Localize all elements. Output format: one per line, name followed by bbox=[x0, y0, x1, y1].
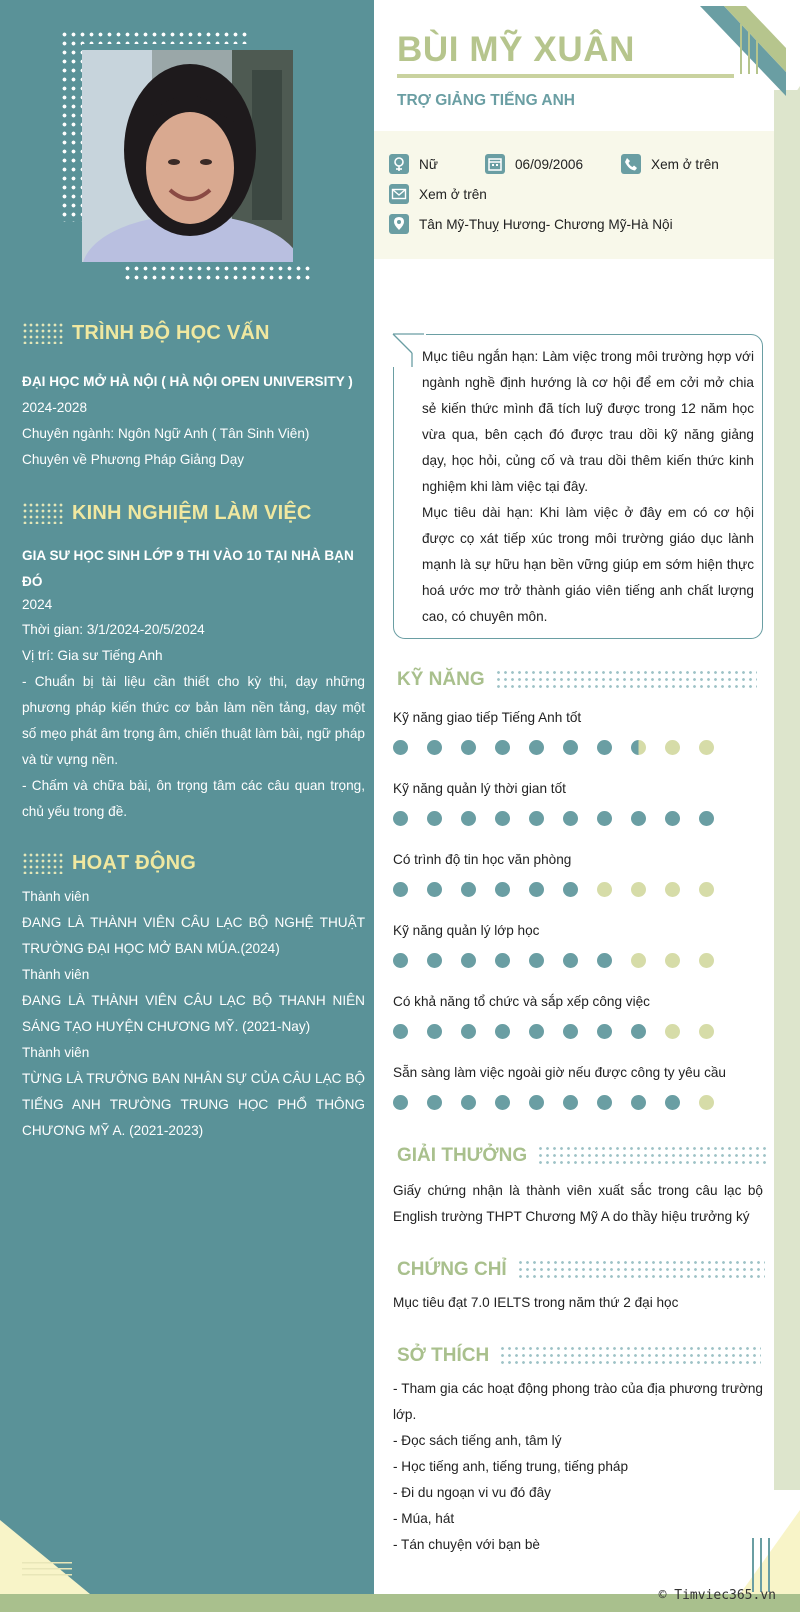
skill-rating bbox=[393, 1095, 733, 1111]
certificates-heading bbox=[397, 1256, 765, 1284]
rating-dot-filled bbox=[597, 811, 612, 826]
rating-dot-filled bbox=[529, 1024, 544, 1039]
phone-icon bbox=[621, 154, 641, 174]
rating-dot-filled bbox=[393, 811, 408, 826]
rating-dot-filled bbox=[563, 811, 578, 826]
education-title: TRÌNH ĐỘ HỌC VẤN bbox=[72, 321, 270, 344]
activity-desc: ĐANG LÀ THÀNH VIÊN CÂU LẠC BỘ THANH NIÊN SÁNG TẠO HUYỆN CHƯƠNG MỸ. (2021-Nay) bbox=[22, 993, 365, 1034]
rating-dot-empty bbox=[699, 953, 714, 968]
rating-dot-filled bbox=[461, 1024, 476, 1039]
skill-name: Có trình độ tin học văn phòng bbox=[393, 852, 572, 867]
awards-heading bbox=[397, 1142, 767, 1170]
address-value: Tân Mỹ-Thuỵ Hương- Chương Mỹ-Hà Nội bbox=[419, 216, 673, 232]
rating-dot-filled bbox=[597, 953, 612, 968]
rating-dot-empty bbox=[699, 740, 714, 755]
rating-dot-empty bbox=[631, 953, 646, 968]
rating-dot-filled bbox=[495, 1024, 510, 1039]
skill-name: Kỹ năng giao tiếp Tiếng Anh tốt bbox=[393, 710, 582, 725]
contact-phone bbox=[621, 154, 719, 174]
rating-dot-filled bbox=[393, 953, 408, 968]
footer-credit: © Timviec365.vn bbox=[658, 1588, 776, 1603]
experience-desc-1: - Chuẩn bị tài liệu cần thiết cho kỳ thi, dạy những phương pháp kiến thức cơ bản làm nền tảng, dạy một số mẹo phát âm trọng âm, chiến thuật làm bài, ngữ pháp và từ vựng nền. bbox=[22, 674, 365, 767]
gender-value: Nữ bbox=[419, 156, 438, 172]
phone-value: Xem ở trên bbox=[651, 156, 719, 172]
awards-text: Giấy chứng nhận là thành viên xuất sắc trong câu lạc bộ English trường THPT Chương Mỹ A do thầy hiệu trưởng ký bbox=[393, 1183, 763, 1224]
hobbies-title: SỞ THÍCH bbox=[397, 1345, 490, 1366]
rating-dot-filled bbox=[563, 1024, 578, 1039]
hobby-item: - Múa, hát bbox=[393, 1511, 455, 1526]
heading-dots bbox=[537, 1145, 767, 1167]
rating-dot-filled bbox=[461, 740, 476, 755]
contact-address bbox=[389, 214, 673, 234]
rating-dot-filled bbox=[529, 882, 544, 897]
rating-dot-filled bbox=[563, 882, 578, 897]
job-title: TRỢ GIẢNG TIẾNG ANH bbox=[397, 92, 575, 109]
objective-short: Mục tiêu ngắn hạn: Làm việc trong môi trường hợp với ngành nghề định hướng là cơ hội để em cởi mở chia sẻ kiến thức mình đã tích luỹ được trong 12 năm học vừa qua, bên cạch đó được trau dồi kỹ năng giảng dạy, học hỏi, củng cố và trau dồi thêm kiến thức kinh nghiệm khi làm việc tại đây. bbox=[422, 349, 754, 494]
rating-dot-filled bbox=[665, 1095, 680, 1110]
rating-dot-empty bbox=[665, 740, 680, 755]
skill-rating bbox=[393, 953, 733, 969]
experience-period: Thời gian: 3/1/2024-20/5/2024 bbox=[22, 622, 205, 637]
rating-dot-empty bbox=[631, 882, 646, 897]
experience-desc-2: - Chấm và chữa bài, ôn trọng tâm các câu quan trọng, chủ yếu trong đề. bbox=[22, 778, 365, 819]
rating-dot-empty bbox=[699, 1024, 714, 1039]
rating-dot-filled bbox=[427, 811, 442, 826]
education-specialty: Chuyên về Phương Pháp Giảng Dạy bbox=[22, 452, 245, 467]
rating-dot-filled bbox=[495, 953, 510, 968]
activity-desc: TỪNG LÀ TRƯỞNG BAN NHÂN SỰ CỦA CÂU LẠC BỘ TIẾNG ANH TRƯỜNG TRUNG HỌC PHỔ THÔNG CHƯƠNG MỸ A. (2021-2023) bbox=[22, 1071, 365, 1138]
heading-dots bbox=[22, 502, 64, 524]
heading-dots bbox=[22, 322, 64, 344]
mail-icon bbox=[389, 184, 409, 204]
rating-dot-filled bbox=[529, 1095, 544, 1110]
certificates-text: Mục tiêu đạt 7.0 IELTS trong năm thứ 2 đại học bbox=[393, 1295, 679, 1310]
skill-rating bbox=[393, 882, 733, 898]
skills-title: KỸ NĂNG bbox=[397, 669, 485, 690]
skill-name: Kỹ năng quản lý thời gian tốt bbox=[393, 781, 566, 796]
rating-dot-filled bbox=[665, 811, 680, 826]
rating-dot-filled bbox=[597, 740, 612, 755]
heading-dots bbox=[495, 669, 757, 691]
contact-birthday bbox=[485, 154, 583, 174]
rating-dot-empty bbox=[699, 882, 714, 897]
hobby-item: - Học tiếng anh, tiếng trung, tiếng pháp bbox=[393, 1459, 629, 1474]
rating-dot-filled bbox=[427, 882, 442, 897]
skills-heading bbox=[397, 666, 757, 694]
rating-dot-empty bbox=[597, 882, 612, 897]
hobbies-heading bbox=[397, 1342, 761, 1370]
rating-dot-filled bbox=[427, 1024, 442, 1039]
objective-corner bbox=[392, 333, 426, 367]
objective-long: Mục tiêu dài hạn: Khi làm việc ở đây em có cơ hội được cọ xát tiếp xúc trong môi trường giáo dục lành mạnh là sự hữu hạn bền vững giúp em sớm hiện thực hoá ước mơ trở thành giáo viên tiếng anh chất lượng cao, có chuyên môn. bbox=[422, 505, 754, 624]
rating-dot-empty bbox=[699, 1095, 714, 1110]
rating-dot-filled bbox=[495, 1095, 510, 1110]
hobby-item: - Đi du ngoạn vi vu đó đây bbox=[393, 1485, 551, 1500]
rating-dot-filled bbox=[699, 811, 714, 826]
skill-name: Có khả năng tổ chức và sắp xếp công việc bbox=[393, 994, 650, 1009]
contact-gender bbox=[389, 154, 438, 174]
rating-dot-filled bbox=[563, 1095, 578, 1110]
rating-dot-filled bbox=[597, 1024, 612, 1039]
corner-decoration bbox=[700, 0, 800, 110]
rating-dot-filled bbox=[461, 882, 476, 897]
hobby-item: - Đọc sách tiếng anh, tâm lý bbox=[393, 1433, 562, 1448]
rating-dot-filled bbox=[631, 1024, 646, 1039]
experience-title: KINH NGHIỆM LÀM VIỆC bbox=[72, 501, 312, 524]
activity-desc: ĐANG LÀ THÀNH VIÊN CÂU LẠC BỘ NGHỆ THUẬT TRƯỜNG ĐẠI HỌC MỞ BAN MÚA.(2024) bbox=[22, 915, 365, 956]
rating-dot-empty bbox=[665, 953, 680, 968]
experience-heading bbox=[22, 498, 312, 528]
activity-role: Thành viên bbox=[22, 1045, 90, 1060]
rating-dot-filled bbox=[427, 953, 442, 968]
rating-dot-filled bbox=[461, 1095, 476, 1110]
education-heading bbox=[22, 318, 270, 348]
rating-dot-filled bbox=[461, 811, 476, 826]
name-underline bbox=[397, 74, 734, 78]
experience-position: Vị trí: Gia sư Tiếng Anh bbox=[22, 648, 163, 663]
bottom-left-decoration bbox=[0, 1500, 120, 1594]
email-value: Xem ở trên bbox=[419, 186, 487, 202]
rating-dot-partial bbox=[631, 740, 646, 755]
education-major: Chuyên ngành: Ngôn Ngữ Anh ( Tân Sinh Viên) bbox=[22, 426, 310, 441]
candidate-name: BÙI MỸ XUÂN bbox=[397, 30, 635, 69]
skill-rating bbox=[393, 1024, 733, 1040]
heading-dots bbox=[22, 852, 64, 874]
awards-title: GIẢI THƯỞNG bbox=[397, 1145, 528, 1166]
rating-dot-empty bbox=[665, 882, 680, 897]
activity-role: Thành viên bbox=[22, 889, 90, 904]
experience-year: 2024 bbox=[22, 597, 53, 612]
skill-name: Kỹ năng quản lý lớp học bbox=[393, 923, 540, 938]
rating-dot-filled bbox=[393, 740, 408, 755]
hobby-item: - Tán chuyện với bạn bè bbox=[393, 1537, 540, 1552]
rating-dot-filled bbox=[631, 811, 646, 826]
activity-role: Thành viên bbox=[22, 967, 90, 982]
rating-dot-filled bbox=[563, 740, 578, 755]
hobby-item: - Tham gia các hoạt động phong trào của địa phương trường lớp. bbox=[393, 1381, 763, 1422]
calendar-icon bbox=[485, 154, 505, 174]
location-icon bbox=[389, 214, 409, 234]
experience-job-title: GIA SƯ HỌC SINH LỚP 9 THI VÀO 10 TẠI NHÀ BẠN ĐÓ bbox=[22, 548, 354, 589]
skill-rating bbox=[393, 811, 733, 827]
rating-dot-filled bbox=[529, 811, 544, 826]
contact-email bbox=[389, 184, 487, 204]
rating-dot-filled bbox=[393, 1024, 408, 1039]
rating-dot-filled bbox=[597, 1095, 612, 1110]
rating-dot-filled bbox=[495, 882, 510, 897]
activities-heading bbox=[22, 848, 196, 878]
rating-dot-filled bbox=[631, 1095, 646, 1110]
right-edge-band bbox=[774, 90, 800, 1490]
heading-dots bbox=[517, 1259, 765, 1281]
rating-dot-filled bbox=[563, 953, 578, 968]
avatar bbox=[82, 50, 293, 262]
sidebar bbox=[0, 0, 374, 1594]
skill-name: Sẵn sàng làm việc ngoài giờ nếu được công ty yêu cầu bbox=[393, 1065, 726, 1080]
rating-dot-empty bbox=[665, 1024, 680, 1039]
rating-dot-filled bbox=[393, 1095, 408, 1110]
rating-dot-filled bbox=[393, 882, 408, 897]
education-years: 2024-2028 bbox=[22, 400, 88, 415]
rating-dot-filled bbox=[427, 1095, 442, 1110]
rating-dot-filled bbox=[427, 740, 442, 755]
rating-dot-filled bbox=[495, 740, 510, 755]
education-school: ĐẠI HỌC MỞ HÀ NỘI ( HÀ NỘI OPEN UNIVERSITY ) bbox=[22, 374, 353, 389]
heading-dots bbox=[499, 1345, 761, 1367]
activities-title: HOẠT ĐỘNG bbox=[72, 851, 197, 874]
rating-dot-filled bbox=[529, 953, 544, 968]
gender-icon bbox=[389, 154, 409, 174]
birthday-value: 06/09/2006 bbox=[515, 156, 584, 172]
skill-rating bbox=[393, 740, 733, 756]
rating-dot-filled bbox=[529, 740, 544, 755]
rating-dot-filled bbox=[495, 811, 510, 826]
rating-dot-filled bbox=[461, 953, 476, 968]
certificates-title: CHỨNG CHỈ bbox=[397, 1259, 507, 1280]
